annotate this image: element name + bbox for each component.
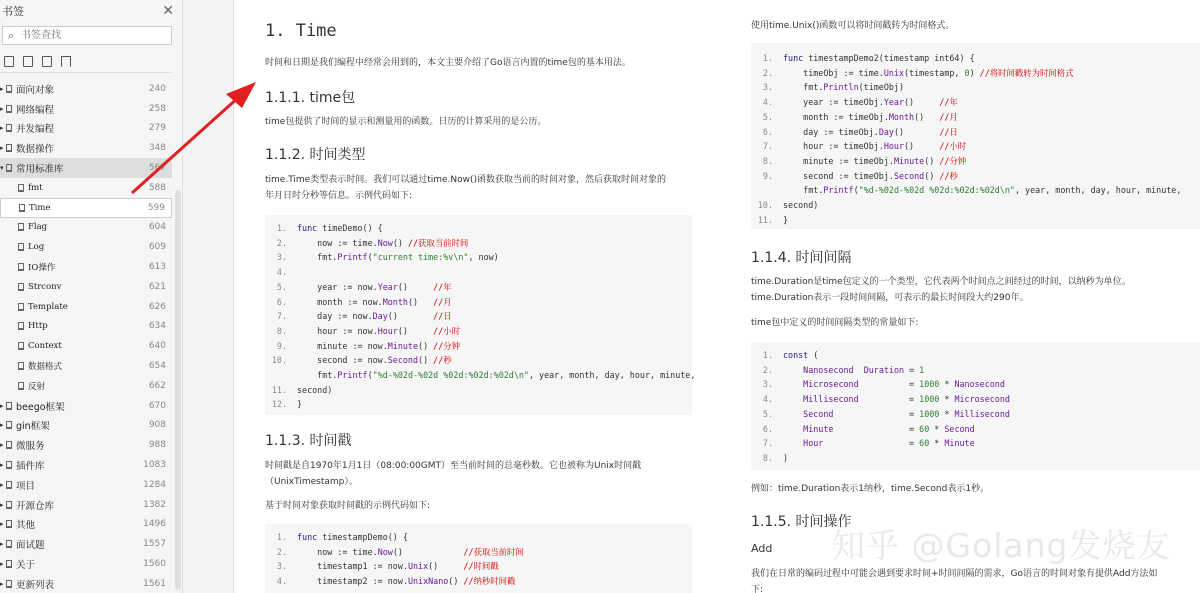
sidebar-item-page: 654: [148, 361, 166, 372]
section-text: 下:: [751, 585, 764, 593]
bookmark-icon: [18, 263, 24, 271]
bookmark-icon: [6, 481, 12, 489]
bookmark-icon: [6, 144, 12, 152]
sidebar-item-label: Http: [28, 321, 48, 332]
sidebar-item-label: beego框架: [16, 401, 65, 413]
section-text: 例如：time.Duration表示1纳秒，time.Second表示1秒。: [751, 484, 990, 494]
sidebar-item[interactable]: [0, 356, 172, 376]
chevron-right-icon[interactable]: ▸: [0, 84, 4, 93]
sidebar-item-label: 关于: [16, 560, 36, 572]
section-title-duration: 1.1.4. 时间间隔: [751, 250, 852, 266]
bookmark-icon: [6, 580, 12, 588]
sidebar-item-label: 数据操作: [16, 144, 55, 156]
sidebar-item-label: 并发编程: [16, 124, 55, 136]
sidebar-item-label: IO操作: [28, 263, 56, 274]
sidebar-item-page: 1083: [143, 460, 166, 471]
sidebar-item[interactable]: [0, 317, 172, 337]
sidebar-item-label: 项目: [16, 480, 36, 492]
chevron-right-icon[interactable]: ▸: [0, 560, 4, 569]
sidebar-item-label: 反射: [28, 381, 46, 392]
bookmark-icon: [6, 124, 12, 132]
section-title-time-type: 1.1.2. 时间类型: [265, 147, 366, 163]
section-title-time-package: 1.1.1. time包: [265, 90, 356, 106]
section-text: 年月日时分秒等信息。示例代码如下:: [265, 191, 413, 201]
sidebar-item[interactable]: [0, 277, 172, 297]
sidebar-item[interactable]: [0, 396, 172, 416]
bookmark-icon: [18, 283, 24, 291]
bookmark-icon: [6, 421, 12, 429]
bookmark-search[interactable]: [2, 26, 172, 45]
sidebar-item-label: fmt: [28, 182, 43, 193]
chevron-right-icon[interactable]: ▸: [0, 500, 4, 509]
sidebar-item-label: 开源仓库: [16, 500, 55, 512]
bookmark-icon: [6, 560, 12, 568]
bookmark-icon: [6, 164, 12, 172]
chevron-right-icon[interactable]: ▸: [0, 124, 4, 133]
add-bookmark-icon[interactable]: [42, 56, 52, 67]
bookmark-icon: [6, 105, 12, 113]
close-icon[interactable]: ✕: [162, 3, 174, 19]
scrollbar[interactable]: [175, 190, 181, 590]
section-title-time-operations: 1.1.5. 时间操作: [751, 514, 852, 530]
sidebar-item-label: 微服务: [16, 441, 45, 453]
sidebar-item-page: 604: [148, 222, 166, 233]
intro-text: 时间和日期是我们编程中经常会用到的，本文主要介绍了Go语言内置的time包的基本用法。: [265, 58, 631, 68]
section-text: （UnixTimestamp）。: [265, 477, 358, 487]
bookmark-icon: [18, 362, 24, 370]
bookmark-icon: [6, 85, 12, 93]
code-block-timestampdemo: 1. func timestampDemo() { 2. now := time.Now() //获取当前时间 3. timestamp1 := now.Unix() //时间戳 4. timestamp2 := now.UnixNano() //纳秒时间戳: [265, 524, 692, 593]
sidebar-item-label: 其他: [16, 520, 36, 532]
sidebar-item-page: 240: [148, 83, 166, 94]
sidebar-item-page: 1496: [143, 519, 166, 530]
bookmark-icon: [6, 441, 12, 449]
sidebar-item[interactable]: [0, 534, 172, 554]
sidebar-item-label: gin框架: [16, 421, 50, 433]
sidebar-item[interactable]: [0, 574, 172, 593]
sidebar-item[interactable]: [0, 336, 172, 356]
sidebar-item-page: 621: [148, 281, 166, 292]
sidebar-item[interactable]: [0, 435, 172, 455]
sidebar-item-label: 常用标准库: [16, 164, 64, 176]
sidebar-item-page: 613: [148, 262, 166, 273]
search-icon: ⌕: [7, 28, 15, 42]
bookmark-icon: [6, 501, 12, 509]
expand-all-icon[interactable]: [4, 56, 14, 67]
document-page-right: [721, 0, 1200, 593]
sidebar-item[interactable]: [0, 257, 172, 277]
sidebar-item-label: 更新列表: [16, 579, 55, 591]
sidebar-item-page: 1284: [143, 479, 166, 490]
section-text: 时间戳是自1970年1月1日（08:00:00GMT）至当前时间的总毫秒数。它也被称为Unix时间戳: [265, 461, 642, 471]
sidebar-item-label: 面试题: [16, 540, 45, 552]
section-text: time.Duration表示一段时间间隔，可表示的最长时间段大约290年。: [751, 293, 1029, 303]
sidebar-item-label: 网络编程: [16, 104, 55, 116]
bookmark-icon: [6, 461, 12, 469]
section-text: time包提供了时间的显示和测量用的函数。日历的计算采用的是公历。: [265, 117, 547, 127]
section-text: 我们在日常的编码过程中可能会遇到要求时间+时间间隔的需求，Go语言的时间对象有提供Add方法如: [751, 569, 1158, 579]
bookmark-icon: [6, 520, 12, 528]
section-text: time.Duration是time包定义的一个类型，它代表两个时间点之间经过的时间，以纳秒为单位。: [751, 277, 1131, 287]
chevron-right-icon[interactable]: ▸: [0, 520, 4, 529]
sidebar-item-label: 面向对象: [16, 84, 55, 96]
bookmark-icon[interactable]: [61, 56, 71, 67]
sidebar-item[interactable]: [0, 198, 172, 218]
sidebar-item[interactable]: [0, 376, 172, 396]
sidebar-item-page: 640: [148, 341, 166, 352]
page-title: 1. Time: [265, 21, 337, 41]
bookmark-icon: [6, 402, 12, 410]
bookmark-icon: [18, 184, 24, 192]
bookmark-search-input[interactable]: [19, 29, 163, 42]
section-title-timestamp: 1.1.3. 时间戳: [265, 433, 352, 449]
sidebar-item-page: 258: [148, 103, 166, 114]
sidebar-item-page: 279: [148, 123, 166, 134]
sidebar-item-page: 662: [148, 380, 166, 391]
chevron-down-icon[interactable]: ▾: [0, 164, 4, 173]
watermark: 知乎 @Golang发烧友: [832, 526, 1171, 565]
sidebar-item-page: 988: [148, 440, 166, 451]
sidebar-title: 书签: [2, 5, 24, 18]
bookmark-icon: [18, 382, 24, 390]
sidebar-item[interactable]: [0, 495, 172, 515]
sidebar-item-label: 插件库: [16, 461, 45, 473]
sidebar-item-page: 599: [147, 202, 165, 213]
sidebar-item[interactable]: [0, 554, 172, 574]
sidebar-item-label: Flag: [28, 222, 48, 233]
sidebar-item-page: 348: [148, 143, 166, 154]
chevron-right-icon[interactable]: ▸: [0, 480, 4, 489]
sidebar-item-page: 609: [148, 242, 166, 253]
sidebar-item[interactable]: [0, 237, 172, 257]
sidebar-item-page: 634: [148, 321, 166, 332]
sidebar-item-page: 626: [148, 301, 166, 312]
red-arrow-annotation: [120, 60, 270, 200]
sidebar-toolbar: [4, 56, 71, 67]
code-block-duration-consts: 1. const ( 2. Nanosecond Duration = 1 3. Microsecond = 1000 * Nanosecond 4. Millisecond = 1000 * Microsecond 5. Second = 1000 * Millisecond 6. Minute = 60 * Second 7. Hour = 60 * Minute 8. ): [751, 342, 1200, 470]
chevron-right-icon[interactable]: ▸: [0, 540, 4, 549]
sidebar-item-label: Strconv: [28, 281, 62, 292]
sidebar-item[interactable]: [0, 218, 172, 238]
sidebar-item-label: Log: [28, 242, 45, 253]
chevron-right-icon[interactable]: ▸: [0, 401, 4, 410]
sidebar-item[interactable]: [0, 297, 172, 317]
sidebar-item-page: 1382: [143, 499, 166, 510]
bookmark-icon: [18, 303, 24, 311]
sidebar-item-page: 670: [148, 400, 166, 411]
bookmark-icon: [6, 540, 12, 548]
sidebar-item-label: 数据格式: [28, 362, 63, 373]
sidebar-item[interactable]: [0, 515, 172, 535]
bookmark-icon: [18, 342, 24, 350]
collapse-all-icon[interactable]: [23, 56, 33, 67]
section-text: time包中定义的时间间隔类型的常量如下:: [751, 318, 919, 328]
chevron-right-icon[interactable]: ▸: [0, 441, 4, 450]
bookmark-icon: [19, 204, 25, 212]
sidebar-item[interactable]: [0, 416, 172, 436]
document-page-left: [233, 0, 722, 593]
sidebar-item-page: 1557: [143, 539, 166, 550]
sidebar-item-page: 908: [148, 420, 166, 431]
sidebar-item-page: 1560: [143, 559, 166, 570]
subsection-title-add: Add: [751, 542, 773, 555]
sidebar-header: [0, 0, 182, 22]
sidebar-item-label: Template: [28, 301, 68, 312]
chevron-right-icon[interactable]: ▸: [0, 579, 4, 588]
bookmark-icon: [18, 243, 24, 251]
sidebar-item[interactable]: [0, 475, 172, 495]
sidebar-item-page: 588: [148, 182, 166, 193]
sidebar-item[interactable]: [0, 455, 172, 475]
section-text: time.Time类型表示时间。我们可以通过time.Now()函数获取当前的时间对象，然后获取时间对象的: [265, 175, 667, 185]
bookmark-icon: [18, 322, 24, 330]
code-block-timestampdemo2: 1. func timestampDemo2(timestamp int64) { 2. timeObj := time.Unix(timestamp, 0) //将时间戳转为时间格式 3. fmt.Println(timeObj) 4. year := timeObj.Year() //年 5. month := timeObj.Month() //月 6. day := timeObj.Day() //日 7. hour := timeObj.Hour() //小时 8. minute := timeObj.Minute() //分钟 9. second := timeObj.Second() //秒 fmt.Printf("%d-%02d-%02d %02d:%02d:%02d\n", year, month, day, hour, minute, 10. second) 11. }: [751, 43, 1200, 229]
chevron-right-icon[interactable]: ▸: [0, 144, 4, 153]
chevron-right-icon[interactable]: ▸: [0, 104, 4, 113]
intro-text: 使用time.Unix()函数可以将时间戳转为时间格式。: [751, 21, 955, 31]
code-block-timedemo: 1. func timeDemo() { 2. now := time.Now() //获取当前时间 3. fmt.Printf("current time:%v\n", now) 4. 5. year := now.Year() //年 6. month := now.Month() //月 7. day := now.Day() //日 8. hour := now.Hour() //小时 9. minute := now.Minute() //分钟 10. second := now.Second() //秒 fmt.Printf("%d-%02d-%02d %02d:%02d:%02d\n", year, month, day, hour, minute, 11. second) 12. }: [265, 215, 692, 415]
chevron-right-icon[interactable]: ▸: [0, 461, 4, 470]
chevron-right-icon[interactable]: ▸: [0, 421, 4, 430]
sidebar-item-page: 567: [148, 163, 166, 174]
section-text: 基于时间对象获取时间戳的示例代码如下:: [265, 501, 431, 511]
sidebar-item-label: Time: [29, 202, 51, 213]
sidebar-item-page: 1561: [143, 578, 166, 589]
bookmark-icon: [18, 223, 24, 231]
sidebar-item-label: Context: [28, 341, 62, 352]
